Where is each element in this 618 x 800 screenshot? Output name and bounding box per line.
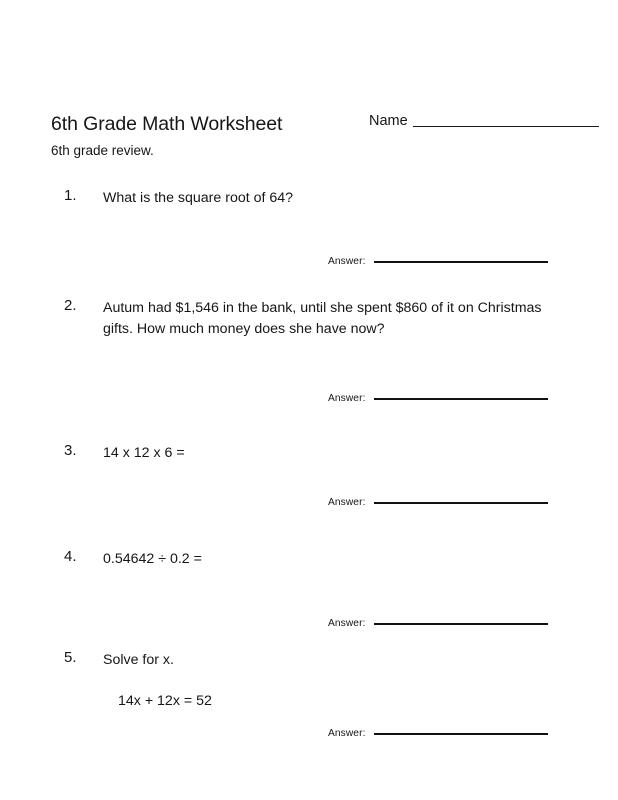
- answer-row-4: [328, 617, 548, 630]
- answer-label-4: Answer:: [328, 618, 366, 629]
- question-2-text: Autum had $1,546 in the bank, until she spent $860 of it on Christmas gifts. How much money does she have now?: [103, 300, 542, 337]
- question-3-number: 3.: [64, 442, 77, 459]
- answer-label-5: Answer:: [328, 728, 366, 739]
- answer-write-in-line-5[interactable]: [374, 733, 548, 735]
- question-4-number: 4.: [64, 548, 77, 565]
- answer-write-in-line-4[interactable]: [374, 623, 548, 625]
- question-1-number: 1.: [64, 187, 77, 204]
- question-5-text: Solve for x.: [103, 652, 174, 668]
- answer-row-2: [328, 392, 548, 405]
- question-1-text: What is the square root of 64?: [103, 190, 294, 206]
- answer-label-3: Answer:: [328, 497, 366, 508]
- answer-label-1: Answer:: [328, 256, 366, 267]
- name-field-row: [369, 113, 599, 130]
- question-5-number: 5.: [64, 649, 77, 666]
- answer-row-5: [328, 727, 548, 740]
- question-5-equation: 14x + 12x = 52: [118, 693, 212, 709]
- answer-write-in-line-3[interactable]: [374, 502, 548, 504]
- answer-row-1: [328, 255, 548, 268]
- question-4-text: 0.54642 ÷ 0.2 =: [103, 551, 202, 567]
- page-title: 6th Grade Math Worksheet: [51, 113, 283, 135]
- page-subtitle: 6th grade review.: [51, 143, 154, 158]
- answer-label-2: Answer:: [328, 393, 366, 404]
- question-2-number: 2.: [64, 297, 77, 314]
- name-label: Name: [369, 113, 408, 129]
- answer-write-in-line-2[interactable]: [374, 398, 548, 400]
- answer-row-3: [328, 496, 548, 509]
- answer-write-in-line-1[interactable]: [374, 261, 548, 263]
- name-write-in-line[interactable]: [413, 126, 599, 127]
- question-3-text: 14 x 12 x 6 =: [103, 445, 185, 461]
